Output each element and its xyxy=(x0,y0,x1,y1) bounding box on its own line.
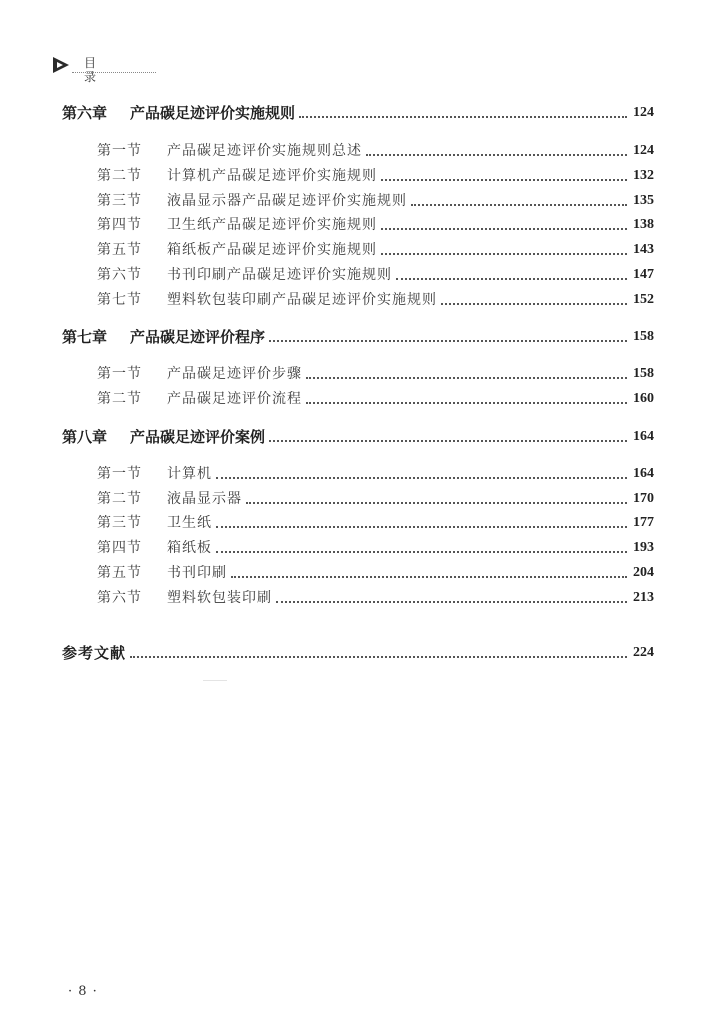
chapter-title: 产品碳足迹评价程序 xyxy=(130,328,266,346)
section-title: 塑料软包装印刷 xyxy=(167,590,272,606)
leader-dots xyxy=(130,656,627,658)
leader-dots xyxy=(276,601,627,603)
leader-dots xyxy=(306,402,627,404)
section-title: 液晶显示器产品碳足迹评价实施规则 xyxy=(167,193,407,209)
page-number: 164 xyxy=(633,466,654,481)
toc-section[interactable] xyxy=(97,138,654,160)
toc-section[interactable] xyxy=(97,461,654,483)
page-number: 204 xyxy=(633,565,654,580)
section-title: 塑料软包装印刷产品碳足迹评价实施规则 xyxy=(167,292,437,308)
page-number: 124 xyxy=(633,143,654,158)
scan-artifact xyxy=(203,680,227,681)
section-number: 第五节 xyxy=(97,242,142,258)
header-rule xyxy=(72,72,156,73)
section-title: 产品碳足迹评价步骤 xyxy=(167,366,302,382)
page-number: 152 xyxy=(633,292,654,307)
leader-dots xyxy=(381,253,627,255)
section-number: 第二节 xyxy=(97,168,142,184)
leader-dots xyxy=(366,154,627,156)
leader-dots xyxy=(269,340,627,342)
section-title: 卫生纸 xyxy=(167,515,212,531)
page-number: 224 xyxy=(633,645,654,660)
page-header xyxy=(52,56,156,84)
section-title: 产品碳足迹评价流程 xyxy=(167,391,302,407)
section-number: 第七节 xyxy=(97,292,142,308)
leader-dots xyxy=(269,440,627,442)
leader-dots xyxy=(216,477,627,479)
page-number: 158 xyxy=(633,366,654,381)
page-number: 138 xyxy=(633,217,654,232)
page-number: 147 xyxy=(633,267,654,282)
page-number: 177 xyxy=(633,515,654,530)
toc-chapter-6[interactable] xyxy=(62,100,654,122)
leader-dots xyxy=(306,377,627,379)
leader-dots xyxy=(216,526,627,528)
section-number: 第六节 xyxy=(97,590,142,606)
chevron-right-icon xyxy=(52,56,70,74)
section-number: 第一节 xyxy=(97,466,142,482)
leader-dots xyxy=(231,576,627,578)
page-number: 164 xyxy=(633,429,654,444)
leader-dots xyxy=(411,204,627,206)
toc-section[interactable] xyxy=(97,535,654,557)
header-title: 目 录 xyxy=(84,56,125,84)
page-number: 170 xyxy=(633,491,654,506)
chapter-number: 第七章 xyxy=(62,328,108,346)
toc-chapter-7[interactable] xyxy=(62,324,654,346)
section-number: 第一节 xyxy=(97,143,142,159)
section-number: 第二节 xyxy=(97,391,142,407)
section-title: 箱纸板 xyxy=(167,540,212,556)
references-title: 参考文献 xyxy=(62,644,127,662)
toc-section[interactable] xyxy=(97,163,654,185)
chapter-title: 产品碳足迹评价案例 xyxy=(130,428,266,446)
leader-dots xyxy=(299,116,627,118)
section-title: 计算机产品碳足迹评价实施规则 xyxy=(167,168,377,184)
toc-section[interactable] xyxy=(97,361,654,383)
page-number: 132 xyxy=(633,168,654,183)
toc-section[interactable] xyxy=(97,188,654,210)
toc-section[interactable] xyxy=(97,386,654,408)
leader-dots xyxy=(246,502,627,504)
toc-chapter-8[interactable] xyxy=(62,424,654,446)
page-number: 135 xyxy=(633,193,654,208)
toc-section[interactable] xyxy=(97,560,654,582)
page-number: 213 xyxy=(633,590,654,605)
page-number: 143 xyxy=(633,242,654,257)
section-title: 箱纸板产品碳足迹评价实施规则 xyxy=(167,242,377,258)
page-number: 124 xyxy=(633,105,654,120)
page-number: 160 xyxy=(633,391,654,406)
leader-dots xyxy=(441,303,627,305)
section-number: 第四节 xyxy=(97,217,142,233)
section-title: 计算机 xyxy=(167,466,212,482)
section-number: 第一节 xyxy=(97,366,142,382)
toc-section[interactable] xyxy=(97,262,654,284)
section-number: 第二节 xyxy=(97,491,142,507)
leader-dots xyxy=(396,278,627,280)
page-number: 158 xyxy=(633,329,654,344)
toc-section[interactable] xyxy=(97,237,654,259)
leader-dots xyxy=(381,179,627,181)
section-title: 书刊印刷 xyxy=(167,565,227,581)
toc-references[interactable] xyxy=(62,640,654,662)
toc-section[interactable] xyxy=(97,486,654,508)
toc-section[interactable] xyxy=(97,287,654,309)
page-number: 193 xyxy=(633,540,654,555)
chapter-title: 产品碳足迹评价实施规则 xyxy=(130,104,296,122)
chapter-number: 第六章 xyxy=(62,104,108,122)
section-title: 产品碳足迹评价实施规则总述 xyxy=(167,143,362,159)
section-number: 第五节 xyxy=(97,565,142,581)
leader-dots xyxy=(381,228,627,230)
section-title: 液晶显示器 xyxy=(167,491,242,507)
section-number: 第三节 xyxy=(97,193,142,209)
section-number: 第六节 xyxy=(97,267,142,283)
section-title: 书刊印刷产品碳足迹评价实施规则 xyxy=(167,267,392,283)
chapter-number: 第八章 xyxy=(62,428,108,446)
section-number: 第三节 xyxy=(97,515,142,531)
section-number: 第四节 xyxy=(97,540,142,556)
section-title: 卫生纸产品碳足迹评价实施规则 xyxy=(167,217,377,233)
footer-page-number: · 8 · xyxy=(68,984,98,999)
toc-section[interactable] xyxy=(97,510,654,532)
toc-section[interactable] xyxy=(97,585,654,607)
toc-section[interactable] xyxy=(97,212,654,234)
leader-dots xyxy=(216,551,627,553)
